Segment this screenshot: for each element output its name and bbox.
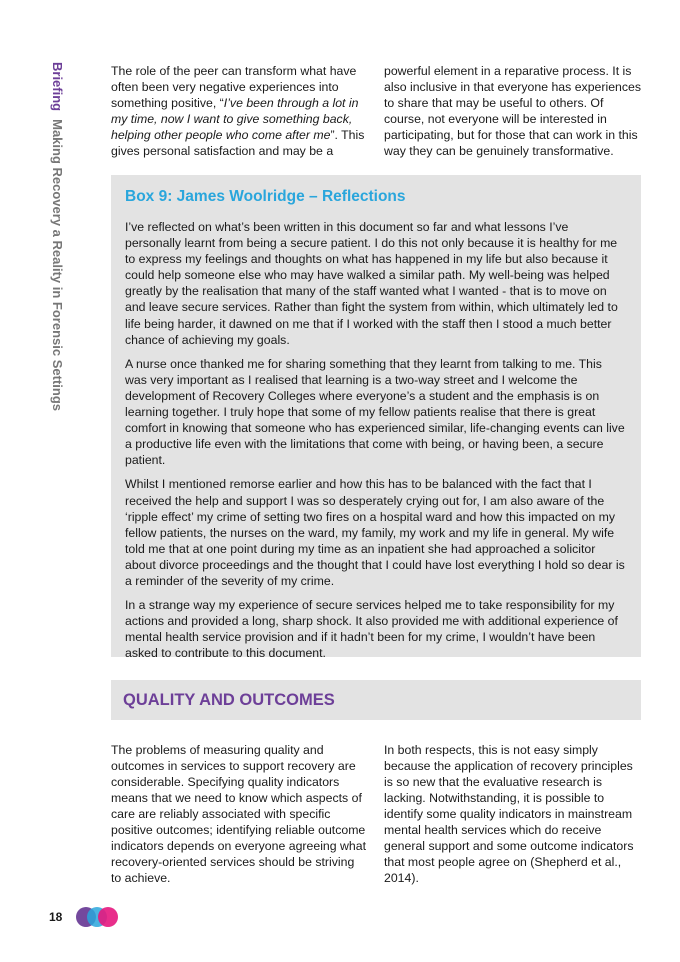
peer-quote: I’ve been through a lot in my time, now I want to give something back, helping other people who come after me [111, 96, 359, 142]
page-number: 18 [49, 910, 63, 924]
quality-right-column [384, 742, 644, 886]
box-9-reflections [111, 175, 641, 661]
quality-left-text: The problems of measuring quality and outcomes in services to support recovery are considerable. Specifying quality indicators means that we need to know which aspects of care are reliably associated with specific positive outcomes; identifying reliable outcome indicators depends on everyone agreeing what recovery-oriented services should be striving to achieve. [111, 743, 366, 885]
intro-left-column [111, 63, 367, 159]
quality-right-text: In both respects, this is not easy simply because the application of recovery principles is so new that the evaluative research is lacking. Notwithstanding, it is possible to identify some quality indicators in mainstream mental health services which do receive general support and some outcome indicators that most people agree on (Shepherd et al., 2014). [384, 743, 634, 885]
section-heading-quality: QUALITY AND OUTCOMES [111, 680, 641, 720]
running-header [47, 62, 67, 522]
box-paragraph: A nurse once thanked me for sharing something that they learnt from talking to me. This was very important as I realised that learning is a two-way street and I welcome the development of Recovery Colleges where everyone’s a student and the emphasis is on learning together. I truly hope that some of my fellow patients realise that there is great comfort in knowing that someone who has experienced similar, life-changing events can live a productive life even with the limitations that come with being, or having been, a secure patient. [125, 356, 625, 468]
box-paragraph: In a strange way my experience of secure services helped me to take responsibility for my actions and provided a long, sharp shock. It also provided me with additional experience of mental health service provision and if it hadn’t been for my crime, I wouldn’t have been asked to contribute to this document. [125, 598, 618, 661]
box-paragraph: I’ve reflected on what’s been written in this document so far and what lessons I’ve personally learnt from being a secure patient. I do this not only because it is healthy for me to express my feelings and thoughts on what has happened in my life but also because it could help someone else who may have walked a similar path. My well-being was helped greatly by the realisation that many of the staff wanted what I wanted - that is to move on and leave secure services. Rather than fight the system from within, which ultimately led to life being harder, it dawned on me that if I worked with the staff then I stood a much better chance of achieving my goals. [125, 220, 618, 347]
intro-left-text: The role of the peer can transform what have often been very negative experiences into something positive, “I’ve been through a lot in my time, now I want to give something back, helping other people who come after me”. This gives personal satisfaction and may be a [111, 64, 365, 158]
intro-right-text: powerful element in a reparative process. It is also inclusive in that everyone has experiences to share that may be useful to others. Of course, not everyone will be interested in participating, but for those that can work in this way they can be genuinely transformative. [384, 64, 642, 158]
box-title: Box 9: James Woolridge – Reflections [125, 188, 406, 205]
box-paragraph: Whilst I mentioned remorse earlier and how this has to be balanced with the fact that I received the help and support I was so desperately crying out for, I am also aware of the ‘ripple effect’ my crime of setting two fires on a hospital ward and how this impacted on my fellow patients, the nurses on the ward, my family, my work and my life in general. My wife told me that at one point during my time as an inpatient she had approached a solicitor about divorce proceedings and the thought that I could have lost everything I hold so dear is a reminder of the severity of my crime. [125, 477, 625, 588]
section-label: Briefing [50, 62, 65, 112]
document-title: Making Recovery a Reality in Forensic Settings [50, 119, 65, 411]
intro-right-column [384, 63, 644, 159]
circles-logo-icon [75, 906, 119, 928]
quality-left-column [111, 742, 367, 886]
